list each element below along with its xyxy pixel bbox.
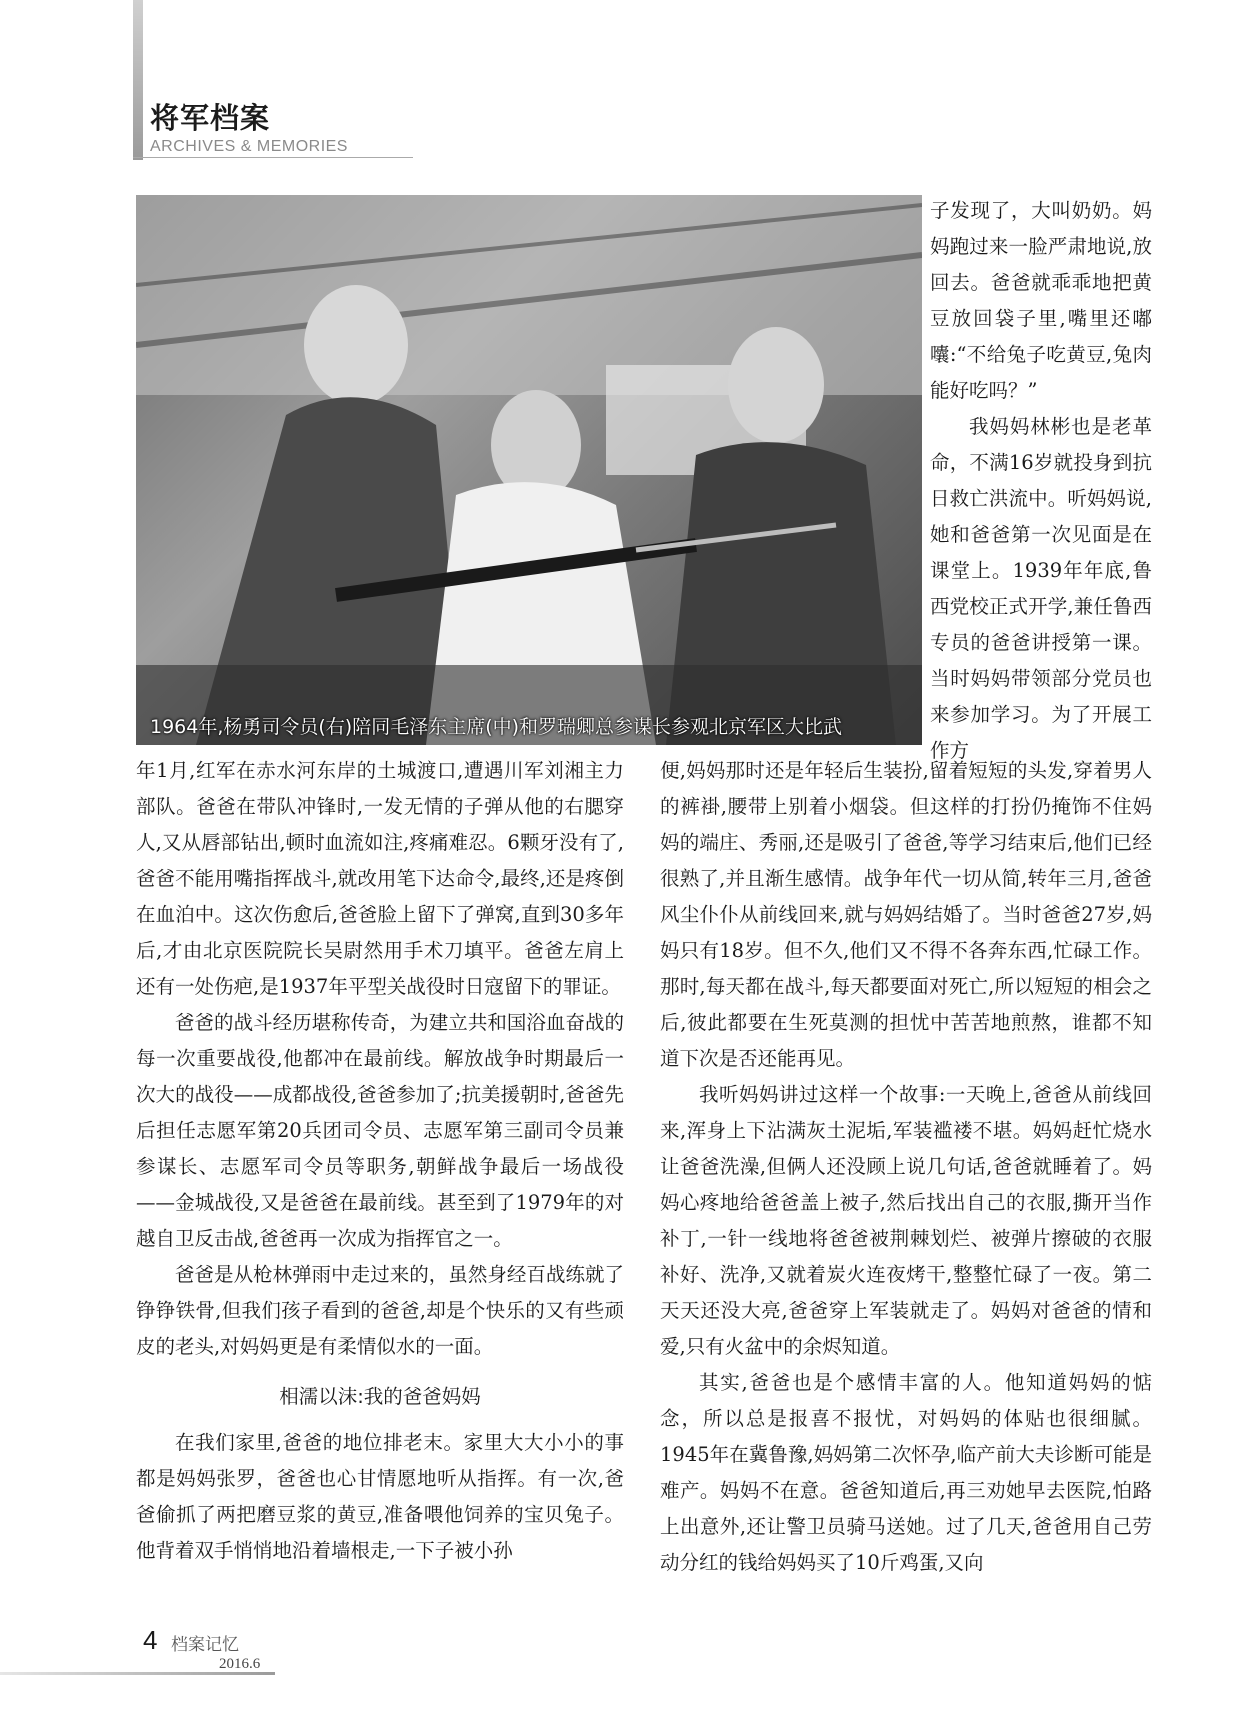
issue-date: 2016.6 — [219, 1656, 261, 1672]
section-subtitle: ARCHIVES & MEMORIES — [150, 138, 348, 155]
side-paragraph-2: 我妈妈林彬也是老革命，不满16岁就投身到抗日救亡洪流中。听妈妈说,她和爸爸第一次见面是在课堂上。1939年年底,鲁西党校正式开学,兼任鲁西专员的爸爸讲授第一课。当时妈妈带领部分党员也来参加学习。为了开展工作方 — [930, 415, 1152, 762]
photo-caption: 1964年,杨勇司令员(右)陪同毛泽东主席(中)和罗瑞卿总参谋长参观北京军区大比武 — [150, 716, 843, 738]
left-paragraph-4: 在我们家里,爸爸的地位排老末。家里大大小小的事都是妈妈张罗，爸爸也心甘情愿地听从指挥。有一次,爸爸偷抓了两把磨豆浆的黄豆,准备喂他饲养的宝贝兔子。他背着双手悄悄地沿着墙根走,一下子被小孙 — [136, 1431, 624, 1562]
right-paragraph-3: 其实,爸爸也是个感情丰富的人。他知道妈妈的惦念，所以总是报喜不报忧，对妈妈的体贴也很细腻。1945年在冀鲁豫,妈妈第二次怀孕,临产前大夫诊断可能是难产。妈妈不在意。爸爸知道后,再三劝她早去医院,怕路上出意外,还让警卫员骑马送她。过了几天,爸爸用自己劳动分红的钱给妈妈买了10斤鸡蛋,又向 — [660, 1371, 1152, 1574]
left-paragraph-3: 爸爸是从枪林弹雨中走过来的，虽然身经百战练就了铮铮铁骨,但我们孩子看到的爸爸,却是个快乐的又有些顽皮的老头,对妈妈更是有柔情似水的一面。 — [136, 1263, 624, 1358]
footer-divider — [0, 1672, 275, 1675]
left-paragraph-1: 年1月,红军在赤水河东岸的土城渡口,遭遇川军刘湘主力部队。爸爸在带队冲锋时,一发无情的子弹从他的右腮穿人,又从唇部钻出,顿时血流如注,疼痛难忍。6颗牙没有了,爸爸不能用嘴指挥战斗,就改用笔下达命令,最终,还是疼倒在血泊中。这次伤愈后,爸爸脸上留下了弹窝,直到30多年后,才由北京医院院长吴尉然用手术刀填平。爸爸左肩上还有一处伤疤,是1937年平型关战役时日寇留下的罪证。 — [136, 759, 624, 998]
side-text-column — [930, 193, 1152, 769]
page-number: 4 — [143, 1625, 158, 1655]
right-paragraph-1: 便,妈妈那时还是年轻后生装扮,留着短短的头发,穿着男人的裤褂,腰带上别着小烟袋。但这样的打扮仍掩饰不住妈妈的端庄、秀丽,还是吸引了爸爸,等学习结束后,他们已经很熟了,并且渐生感情。战争年代一切从简,转年三月,爸爸风尘仆仆从前线回来,就与妈妈结婚了。当时爸爸27岁,妈妈只有18岁。但不久,他们又不得不各奔东西,忙碌工作。那时,每天都在战斗,每天都要面对死亡,所以短短的相会之后,彼此都要在生死莫测的担忧中苦苦地煎熬，谁都不知道下次是否还能再见。 — [660, 759, 1152, 1070]
left-paragraph-2: 爸爸的战斗经历堪称传奇，为建立共和国浴血奋战的每一次重要战役,他都冲在最前线。解放战争时期最后一次大的战役——成都战役,爸爸参加了;抗美援朝时,爸爸先后担任志愿军第20兵团司令员、志愿军第三副司令员兼参谋长、志愿军司令员等职务,朝鲜战争最后一场战役——金城战役,又是爸爸在最前线。甚至到了1979年的对越自卫反击战,爸爸再一次成为指挥官之一。 — [136, 1011, 624, 1250]
publication-name: 档案记忆 — [171, 1635, 239, 1655]
side-paragraph-1: 子发现了，大叫奶奶。妈妈跑过来一脸严肃地说,放回去。爸爸就乖乖地把黄豆放回袋子里,嘴里还嘟囔:“不给兔子吃黄豆,兔肉能好吃吗？” — [930, 199, 1152, 402]
left-text-column — [136, 753, 624, 1569]
right-paragraph-2: 我听妈妈讲过这样一个故事:一天晚上,爸爸从前线回来,浑身上下沾满灰土泥垢,军装褴褛不堪。妈妈赶忙烧水让爸爸洗澡,但俩人还没顾上说几句话,爸爸就睡着了。妈妈心疼地给爸爸盖上被子,然后找出自己的衣服,撕开当作补丁,一针一线地将爸爸被荆棘划烂、被弹片擦破的衣服补好、洗净,又就着炭火连夜烤干,整整忙碌了一夜。第二天天还没大亮,爸爸穿上军装就走了。妈妈对爸爸的情和爱,只有火盆中的余烬知道。 — [660, 1083, 1152, 1358]
header-accent-bar — [133, 0, 143, 160]
historical-photo — [136, 195, 922, 745]
section-heading: 相濡以沫:我的爸爸妈妈 — [279, 1385, 481, 1408]
right-text-column — [660, 753, 1152, 1581]
section-title: 将军档案 — [150, 101, 271, 135]
header-divider — [133, 157, 413, 158]
photo-illustration — [136, 195, 922, 745]
